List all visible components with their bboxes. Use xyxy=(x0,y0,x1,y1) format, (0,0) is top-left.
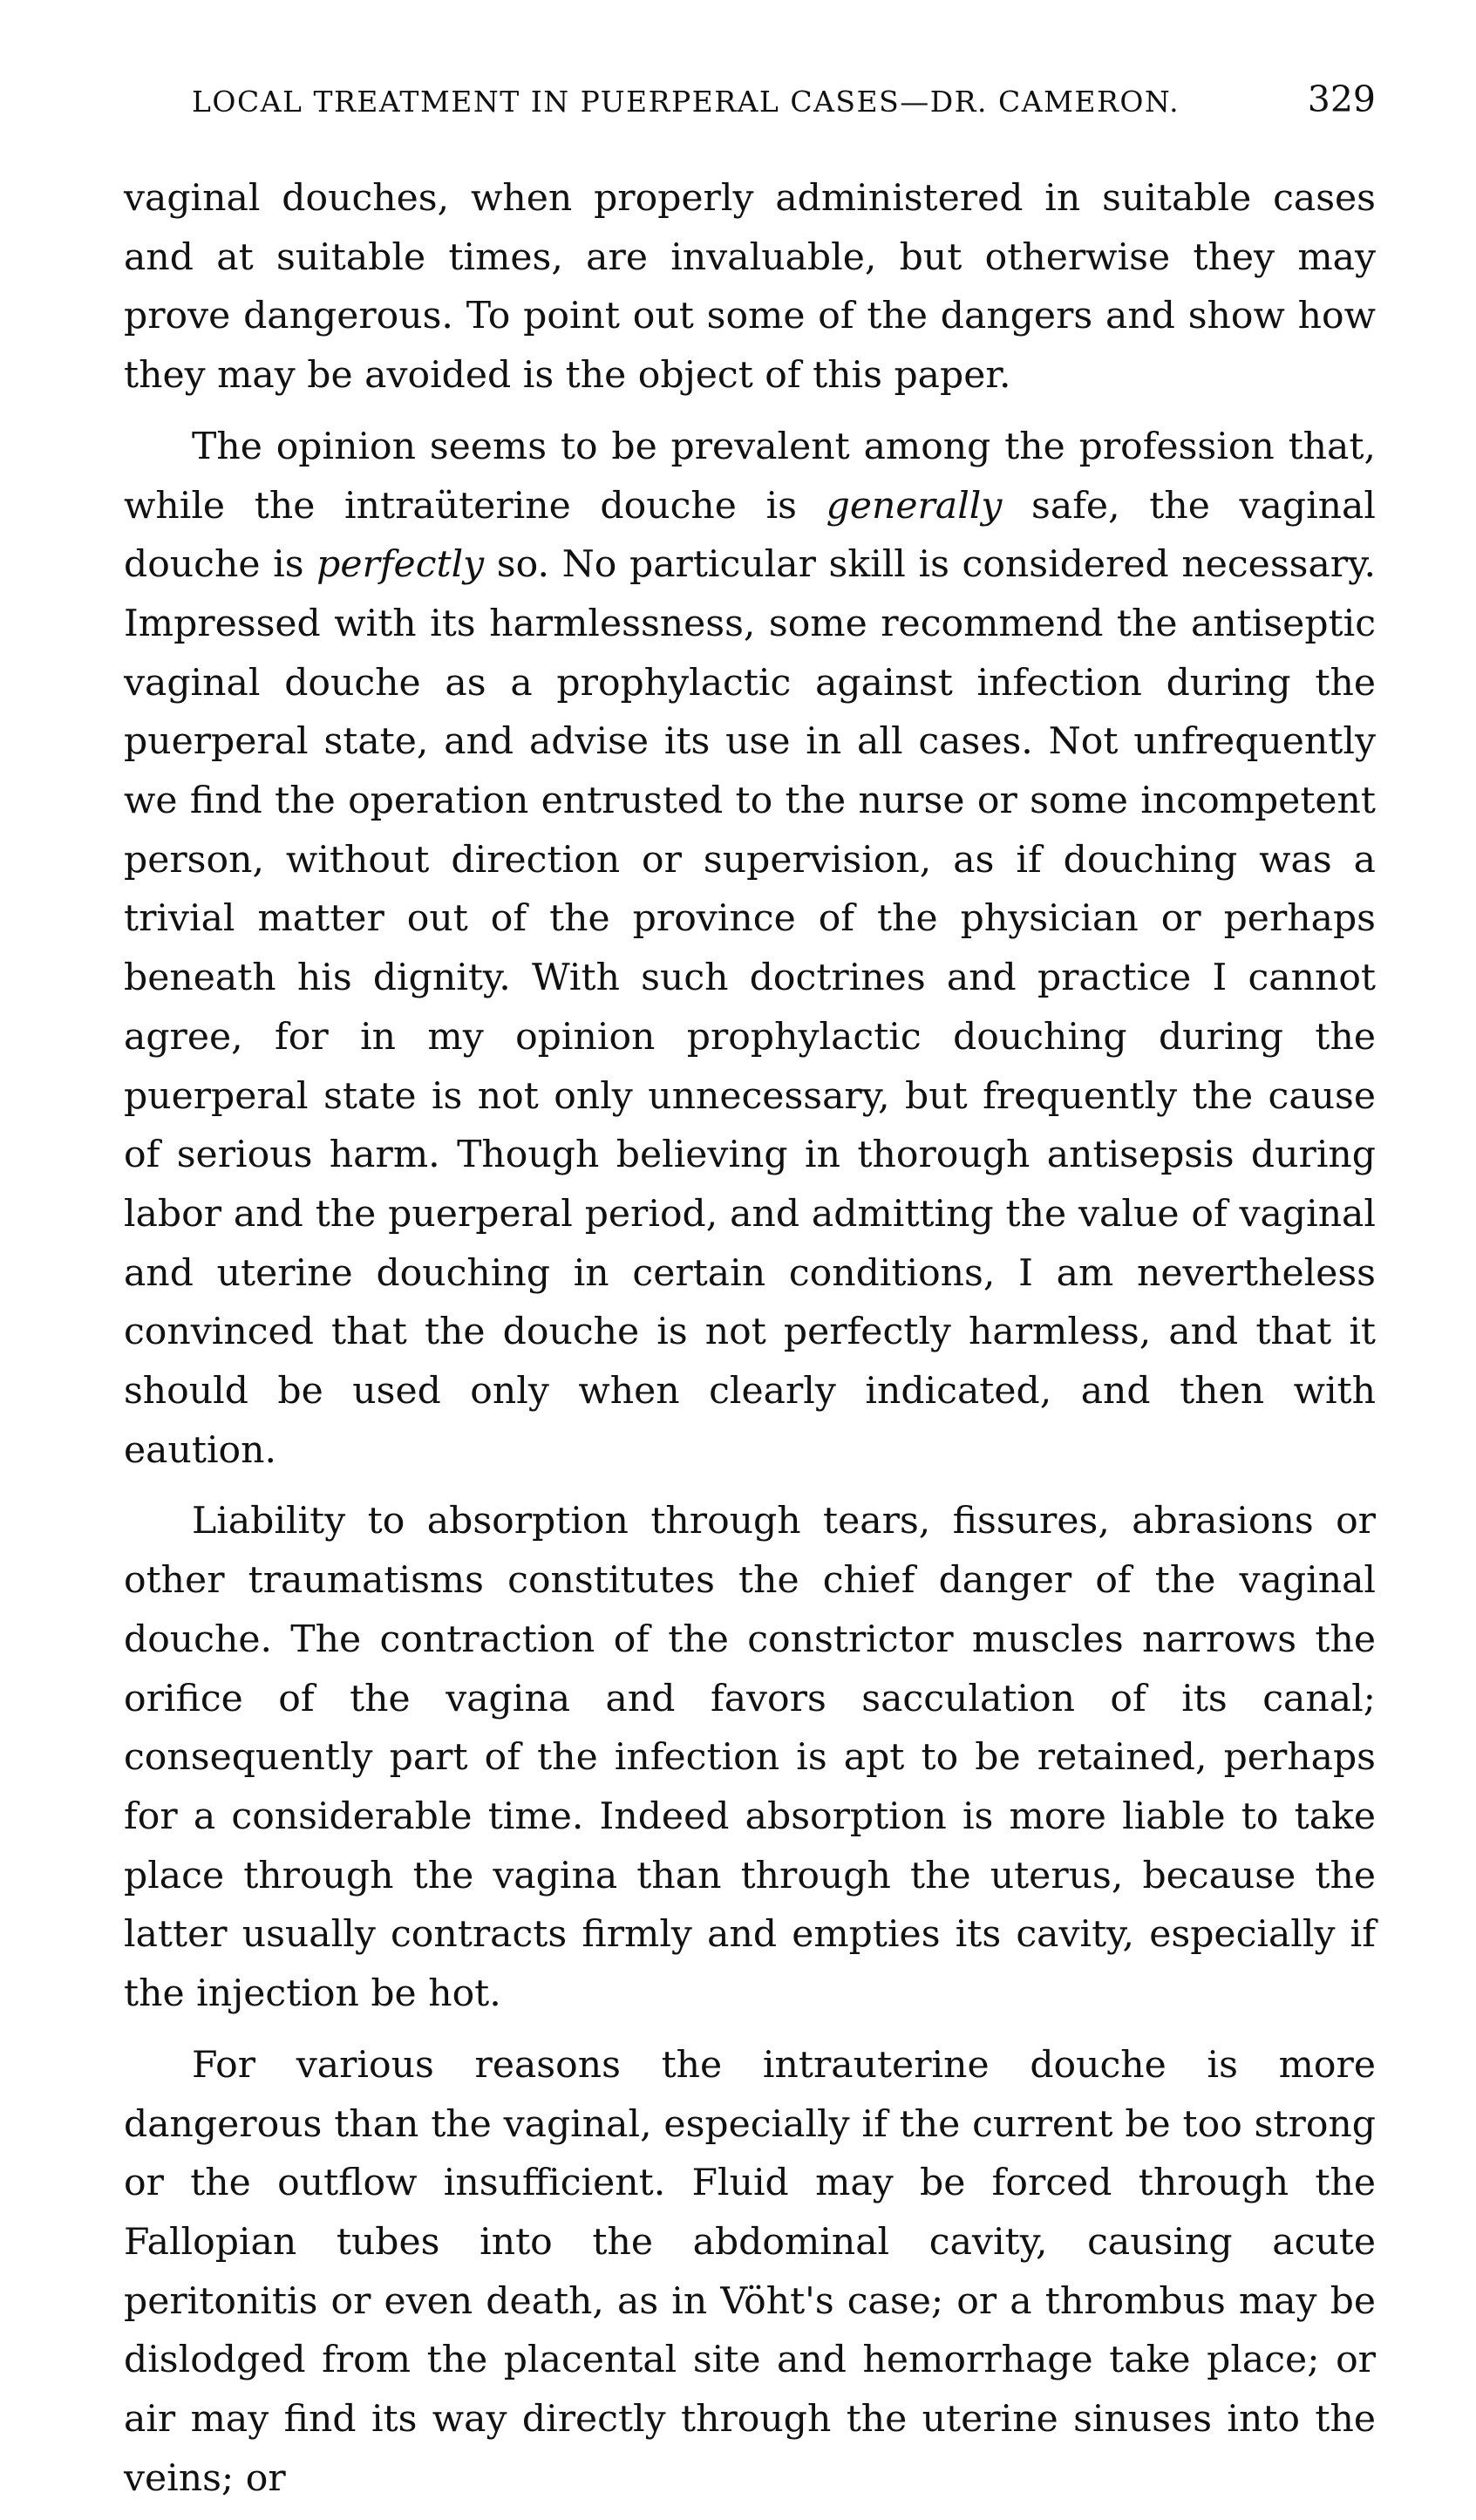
paragraph-opinion-part-2: safe, the vaginal douche is xyxy=(124,484,1376,587)
paragraph-intrauterine: For various reasons the intrauterine douche is more dangerous than the vaginal, especially if the current be too strong or the outflow insufficient. Fluid may be forced through the Fallopian tubes into the abdominal cavity, causing acute peritonitis or even death, as in Vöht's case; or a thrombus may be dislodged from the placental site and hemorrhage take place; or air may find its way directly through the uterine sinuses into the veins; or xyxy=(124,2043,1376,2500)
running-header xyxy=(124,78,1376,131)
paragraph-continued: vaginal douches, when properly administered in suitable cases and at suitable times, are invaluable, but otherwise they may prove dangerous. To point out some of the dangers and show how they may be avoided is the object of this paper. xyxy=(124,177,1376,398)
paragraph-liability: Liability to absorption through tears, fissures, abrasions or other traumatisms constitutes the chief danger of the vaginal douche. The contraction of the constrictor muscles narrows the orifice of the vagina and favors sacculation of its canal; consequently part of the infection is apt to be retained, perhaps for a considerable time. Indeed absorption is more liable to take place through the vagina than through the uterus, because the latter usually contracts firmly and empties its cavity, especially if the injection be hot. xyxy=(124,1500,1376,2016)
document-page xyxy=(124,78,1376,2520)
paragraph-opinion xyxy=(124,418,1376,1481)
body-text xyxy=(124,169,1376,2508)
paragraph-opinion-part-1: The opinion seems to be prevalent among the profession that, while the intraüterine douche is xyxy=(124,425,1376,528)
emphasis-generally: generally xyxy=(826,484,1003,528)
running-title: LOCAL TREATMENT IN PUERPERAL CASES—DR. CAMERON. xyxy=(192,85,1180,119)
paragraph-opinion-part-3: so. No particular skill is considered necessary. Impressed with its harmlessness, some recommend the antiseptic vaginal douche as a prophylactic against infection during the puerperal state, and advise its use in all cases. Not unfrequently we find the operation entrusted to the nurse or some incompetent person, without direction or supervision, as if douching was a trivial matter out of the province of the physician or perhaps beneath his dignity. With such doctrines and practice I cannot agree, for in my opinion prophylactic douching during the puerperal state is not only unnecessary, but frequently the cause of serious harm. Though believing in thorough antisepsis during labor and the puerperal period, and admitting the value of vaginal and uterine douching in certain conditions, I am nevertheless convinced that the douche is not perfectly harmless, and that it should be used only when clearly indicated, and then with eaution. xyxy=(124,543,1376,1472)
page-number: 329 xyxy=(1307,78,1376,120)
emphasis-perfectly: perfectly xyxy=(316,543,485,587)
